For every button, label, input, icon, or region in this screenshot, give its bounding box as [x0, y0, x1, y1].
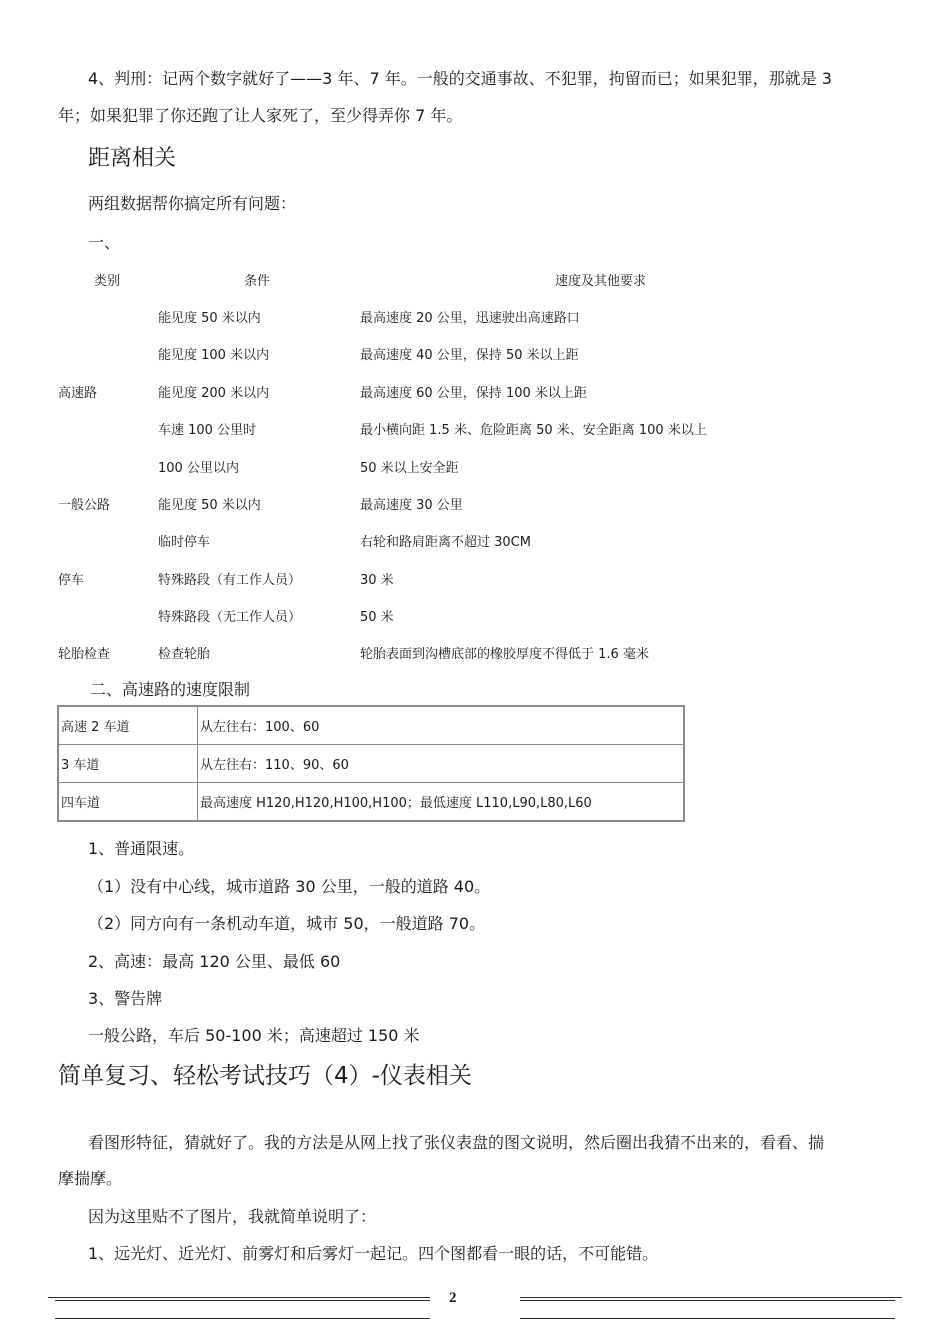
note-line: 2、高速：最高 120 公里、最低 60	[88, 952, 341, 971]
table-row	[58, 745, 684, 783]
paragraph-line: 1、远光灯、近光灯、前雾灯和后雾灯一起记。四个图都看一眼的话，不可能错。	[88, 1244, 659, 1263]
table-cell: 能见度 200 米以内	[158, 386, 270, 401]
note-line: （1）没有中心线，城市道路 30 公里，一般的道路 40。	[88, 877, 491, 896]
table-header: 条件	[244, 274, 271, 289]
table-cell: 轮胎表面到沟槽底部的橡胶厚度不得低于 1.6 毫米	[360, 647, 649, 662]
section-heading: 简单复习、轻松考试技巧（4）-仪表相关	[58, 1063, 472, 1089]
paragraph-line: 因为这里贴不了图片，我就简单说明了：	[88, 1207, 377, 1226]
table-cell: 30 米	[360, 573, 394, 588]
table-category: 高速路	[58, 386, 98, 401]
note-line: 3、警告牌	[88, 989, 163, 1008]
footer-divider	[520, 1318, 895, 1319]
table-category: 轮胎检查	[58, 647, 111, 662]
note-line: 1、普通限速。	[88, 839, 195, 858]
table-cell: 能见度 50 米以内	[158, 311, 261, 326]
table-cell: 最高速度 H120,H120,H100,H100；最低速度 L110,L90,L80,L60	[198, 783, 685, 822]
table-cell: 能见度 50 米以内	[158, 498, 261, 513]
table-row	[58, 783, 684, 822]
paragraph-line: 看图形特征，猜就好了。我的方法是从网上找了张仪表盘的图文说明，然后圈出我猜不出来的，看看、揣	[88, 1133, 825, 1152]
table-row	[58, 706, 684, 745]
page-number: 2	[449, 1290, 457, 1306]
table-cell: 50 米	[360, 610, 394, 625]
table-cell: 检查轮胎	[158, 647, 211, 662]
table-header: 类别	[94, 274, 121, 289]
table-cell: 100 公里以内	[158, 461, 239, 476]
paragraph-line: 摩揣摩。	[58, 1169, 123, 1188]
table-cell: 最高速度 60 公里，保持 100 米以上距	[360, 386, 587, 401]
table-cell: 能见度 100 米以内	[158, 348, 270, 363]
table-cell: 四车道	[58, 783, 198, 822]
table-cell: 最高速度 40 公里，保持 50 米以上距	[360, 348, 579, 363]
table-header: 速度及其他要求	[555, 274, 647, 289]
table-cell: 50 米以上安全距	[360, 461, 459, 476]
group-label: 一、	[88, 233, 121, 252]
table-cell: 从左往右：110、90、60	[198, 745, 685, 783]
table-category: 一般公路	[58, 498, 111, 513]
footer-divider	[520, 1297, 902, 1298]
table-cell: 特殊路段（有工作人员）	[158, 573, 302, 588]
table-cell: 最高速度 20 公里，迅速驶出高速路口	[360, 311, 580, 326]
table-cell: 高速 2 车道	[58, 706, 198, 745]
highway-speed-limit-table	[57, 705, 685, 822]
table-cell: 右轮和路肩距离不超过 30CM	[360, 535, 531, 550]
table-cell: 车速 100 公里时	[158, 423, 257, 438]
note-line: 一般公路，车后 50-100 米；高速超过 150 米	[88, 1026, 420, 1045]
section-heading: 距离相关	[88, 146, 177, 171]
table-cell: 3 车道	[58, 745, 198, 783]
paragraph-line: 年；如果犯罪了你还跑了让人家死了，至少得弄你 7 年。	[58, 106, 463, 125]
table-cell: 临时停车	[158, 535, 211, 550]
note-line: （2）同方向有一条机动车道，城市 50，一般道路 70。	[88, 914, 486, 933]
intro-text: 两组数据帮你搞定所有问题：	[88, 194, 297, 213]
footer-divider	[55, 1300, 430, 1301]
table-cell: 最高速度 30 公里	[360, 498, 463, 513]
table-cell: 最小横向距 1.5 米、危险距离 50 米、安全距离 100 米以上	[360, 423, 707, 438]
footer-divider	[55, 1318, 430, 1319]
footer-divider	[48, 1297, 430, 1298]
table-cell: 特殊路段（无工作人员）	[158, 610, 302, 625]
table-cell: 从左往右：100、60	[198, 706, 685, 745]
table-category: 停车	[58, 573, 85, 588]
footer-divider	[520, 1300, 895, 1301]
paragraph-line: 4、判刑：记两个数字就好了——3 年、7 年。一般的交通事故、不犯罪，拘留而已；如果犯罪，那就是 3	[88, 69, 832, 88]
group-label: 二、高速路的速度限制	[90, 680, 251, 699]
